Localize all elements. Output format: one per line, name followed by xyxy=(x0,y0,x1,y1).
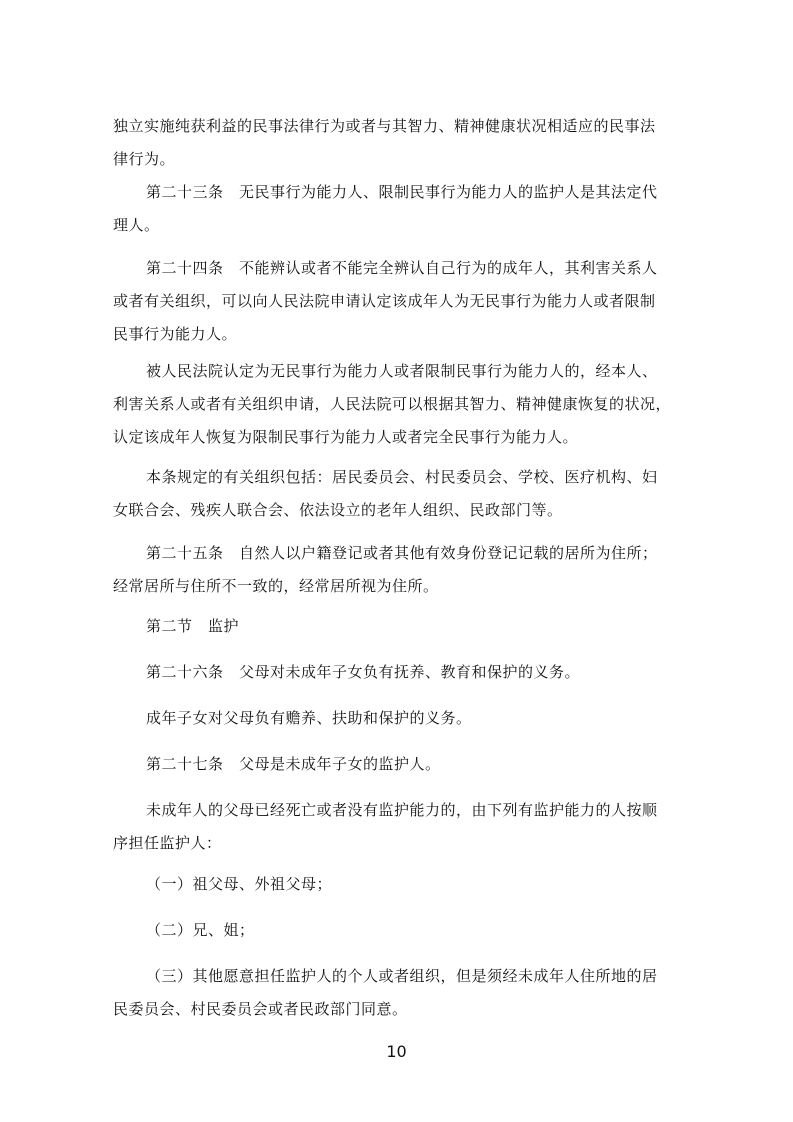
paragraph-continuation xyxy=(113,110,683,176)
text-line: 第二十五条 自然人以户籍登记或者其他有效身份登记记载的居所为住所； xyxy=(146,544,658,562)
article-26-paragraph-2 xyxy=(113,702,683,735)
text-line: 或者有关组织，可以向人民法院申请认定该成年人为无民事行为能力人或者限制 xyxy=(113,292,656,310)
text-line: 理人。 xyxy=(113,216,160,234)
article-24 xyxy=(113,252,683,351)
article-25 xyxy=(113,537,683,603)
text-line: 本条规定的有关组织包括：居民委员会、村民委员会、学校、医疗机构、妇 xyxy=(146,468,658,486)
text-line: 未成年人的父母已经死亡或者没有监护能力的，由下列有监护能力的人按顺 xyxy=(146,801,658,819)
text-line: （三）其他愿意担任监护人的个人或者组织，但是须经未成年人住所地的居 xyxy=(146,967,658,985)
text-line: 第二十六条 父母对未成年子女负有抚养、教育和保护的义务。 xyxy=(146,663,581,681)
article-24-paragraph-2 xyxy=(113,355,683,454)
article-24-paragraph-3 xyxy=(113,461,683,527)
article-23 xyxy=(113,176,683,242)
list-item-1 xyxy=(113,868,683,901)
text-line: 序担任监护人： xyxy=(113,834,222,852)
section-heading xyxy=(113,610,683,643)
article-27-paragraph-2 xyxy=(113,794,683,860)
text-line: 第二十七条 父母是未成年子女的监护人。 xyxy=(146,755,441,773)
text-line: 经常居所与住所不一致的，经常居所视为住所。 xyxy=(113,577,439,595)
text-line: 独立实施纯获利益的民事法律行为或者与其智力、精神健康状况相适应的民事法 xyxy=(113,117,656,135)
text-line: 利害关系人或者有关组织申请，人民法院可以根据其智力、精神健康恢复的状况， xyxy=(113,395,672,413)
text-line: 律行为。 xyxy=(113,150,176,168)
text-line: 第二十三条 无民事行为能力人、限制民事行为能力人的监护人是其法定代 xyxy=(146,183,658,201)
article-27 xyxy=(113,748,683,781)
text-line: （二）兄、姐； xyxy=(146,921,255,939)
text-line: 成年子女对父母负有赡养、扶助和保护的义务。 xyxy=(146,709,472,727)
text-line: 第二十四条 不能辨认或者不能完全辨认自己行为的成年人，其利害关系人 xyxy=(146,259,658,277)
page-number: 10 xyxy=(386,1042,407,1061)
text-line: 民委员会、村民委员会或者民政部门同意。 xyxy=(113,1000,408,1018)
text-line: 第二节 监护 xyxy=(146,617,240,635)
text-line: 女联合会、残疾人联合会、依法设立的老年人组织、民政部门等。 xyxy=(113,501,563,519)
list-item-2 xyxy=(113,914,683,947)
article-26 xyxy=(113,656,683,689)
text-line: 被人民法院认定为无民事行为能力人或者限制民事行为能力人的，经本人、 xyxy=(146,362,658,380)
text-line: 认定该成年人恢复为限制民事行为能力人或者完全民事行为能力人。 xyxy=(113,428,579,446)
text-line: （一）祖父母、外祖父母； xyxy=(146,875,333,893)
text-line: 民事行为能力人。 xyxy=(113,325,238,343)
list-item-3 xyxy=(113,960,683,1026)
